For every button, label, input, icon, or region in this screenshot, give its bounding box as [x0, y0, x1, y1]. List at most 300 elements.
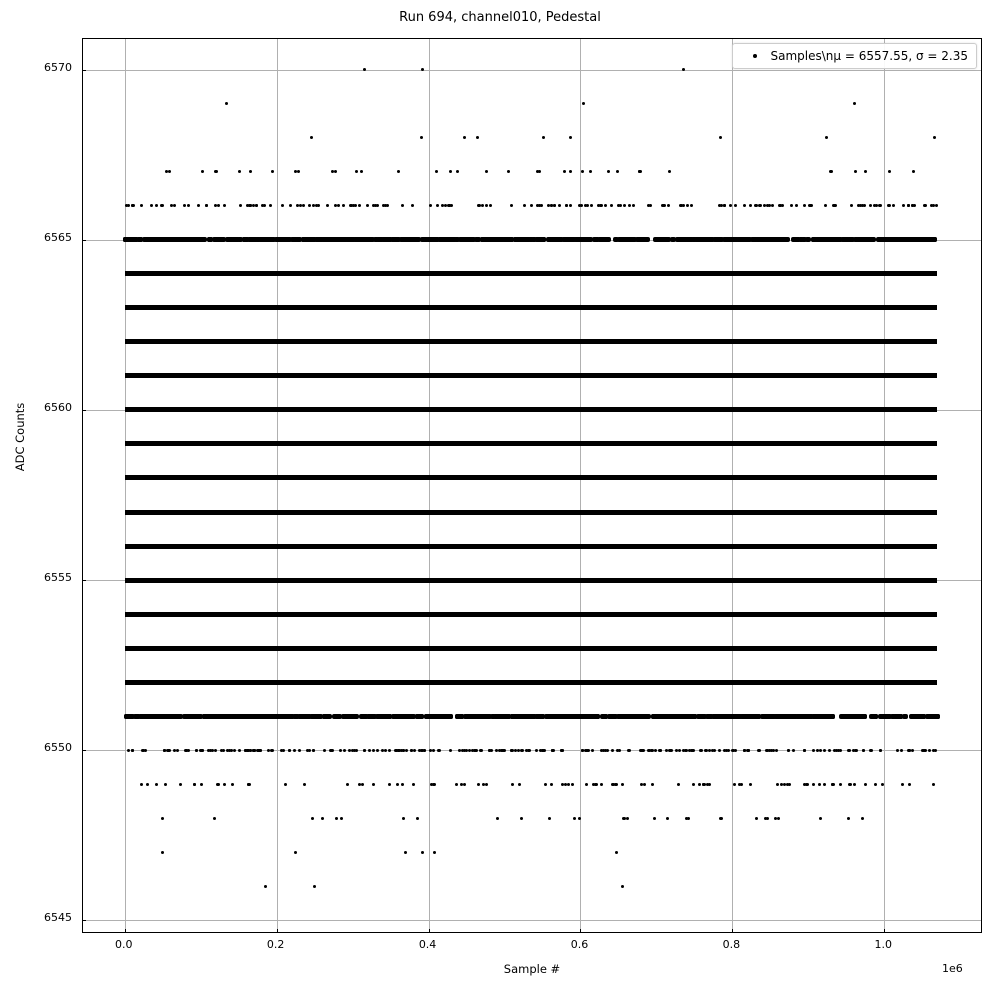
scatter-point: [510, 204, 513, 207]
scatter-point: [176, 749, 179, 752]
scatter-point: [601, 237, 607, 242]
scatter-point: [887, 237, 893, 242]
scatter-point: [358, 204, 361, 207]
scatter-point: [888, 204, 891, 207]
scatter-point: [540, 204, 543, 207]
scatter-point: [455, 783, 458, 786]
scatter-point: [334, 714, 340, 719]
scatter-point: [490, 714, 496, 719]
scatter-point: [933, 136, 936, 139]
scatter-point: [888, 170, 891, 173]
scatter-point: [310, 714, 316, 719]
scatter-point: [284, 783, 287, 786]
x-tick-label: 0.6: [570, 938, 589, 951]
scatter-point: [767, 714, 773, 719]
legend[interactable]: [732, 43, 977, 69]
scatter-point: [146, 783, 149, 786]
scatter-point: [195, 749, 198, 752]
scatter-point: [853, 237, 859, 242]
scatter-point: [758, 749, 761, 752]
scatter-point: [795, 204, 798, 207]
scatter-point: [550, 783, 553, 786]
scatter-point: [848, 714, 854, 719]
scatter-point: [718, 714, 724, 719]
scatter-point: [348, 749, 351, 752]
scatter-point: [507, 170, 510, 173]
scatter-point: [393, 237, 399, 242]
scatter-point: [837, 749, 840, 752]
scatter-point: [569, 136, 572, 139]
scatter-point: [809, 204, 812, 207]
figure: Run 694, channel010, Pedestal Samples\nμ = 6557.55, σ = 2.35 0.0 0.2 0.4 0.6 0.8 1.0 6545 6550 6555 6560 6565 6570 Sample # ADC Counts 1e6: [0, 0, 1000, 1000]
scatter-band: [125, 373, 938, 378]
scatter-point: [185, 749, 188, 752]
scatter-point: [718, 749, 721, 752]
scatter-point: [493, 237, 499, 242]
scatter-point: [514, 749, 517, 752]
scatter-point: [195, 714, 201, 719]
scatter-band: [125, 510, 938, 515]
scatter-point: [388, 783, 391, 786]
scatter-point: [643, 783, 646, 786]
scatter-point: [874, 783, 877, 786]
scatter-point: [384, 749, 387, 752]
scatter-point: [334, 204, 337, 207]
scatter-point: [722, 237, 728, 242]
y-tick: [82, 920, 86, 921]
scatter-point: [455, 714, 461, 719]
scatter-point: [555, 237, 561, 242]
scatter-point: [164, 783, 167, 786]
scatter-point: [548, 817, 551, 820]
scatter-point: [225, 237, 231, 242]
scatter-point: [803, 714, 809, 719]
scatter-point: [654, 749, 657, 752]
scatter-point: [252, 714, 258, 719]
scatter-point: [518, 783, 521, 786]
scatter-point: [824, 714, 830, 719]
scatter-point: [766, 817, 769, 820]
scatter-point: [500, 714, 506, 719]
scatter-point: [879, 749, 882, 752]
scatter-point: [600, 714, 606, 719]
scatter-point: [569, 204, 572, 207]
scatter-point: [168, 170, 171, 173]
scatter-point: [644, 714, 650, 719]
scatter-point: [932, 783, 935, 786]
scatter-point: [336, 237, 342, 242]
scatter-point: [623, 204, 626, 207]
scatter-point: [631, 714, 637, 719]
scatter-point: [792, 749, 795, 752]
scatter-point: [661, 204, 664, 207]
plot-area: [82, 38, 982, 933]
scatter-point: [824, 204, 827, 207]
chart-title: Run 694, channel010, Pedestal: [399, 10, 601, 25]
scatter-point: [282, 749, 285, 752]
y-tick: [82, 580, 86, 581]
scatter-point: [652, 714, 658, 719]
scatter-point: [582, 102, 585, 105]
x-tick-label: 0.0: [115, 938, 133, 951]
scatter-point: [536, 170, 539, 173]
scatter-point: [366, 204, 369, 207]
x-gridline: [277, 39, 278, 932]
scatter-point: [489, 204, 492, 207]
scatter-point: [581, 749, 584, 752]
scatter-point: [854, 170, 857, 173]
scatter-point: [616, 170, 619, 173]
scatter-point: [692, 783, 695, 786]
x-gridline: [732, 39, 733, 932]
scatter-point: [308, 204, 311, 207]
scatter-point: [436, 204, 439, 207]
scatter-point: [376, 204, 379, 207]
scatter-point: [698, 783, 701, 786]
scatter-point: [214, 170, 217, 173]
scatter-band: [125, 612, 938, 617]
scatter-point: [732, 749, 735, 752]
scatter-point: [928, 749, 931, 752]
scatter-point: [298, 749, 301, 752]
scatter-point: [818, 783, 821, 786]
scatter-band: [125, 680, 938, 685]
scatter-point: [285, 237, 291, 242]
scatter-point: [424, 714, 430, 719]
scatter-point: [746, 714, 752, 719]
scatter-point: [667, 204, 670, 207]
x-tick-label: 1.0: [874, 938, 893, 951]
scatter-point: [700, 749, 703, 752]
scatter-point: [511, 749, 514, 752]
scatter-point: [766, 749, 769, 752]
scatter-point: [166, 749, 169, 752]
scatter-point: [924, 749, 927, 752]
scatter-point: [146, 714, 152, 719]
scatter-point: [592, 783, 595, 786]
scatter-point: [786, 783, 789, 786]
scatter-point: [595, 783, 598, 786]
scatter-point: [535, 749, 538, 752]
scatter-point: [412, 783, 415, 786]
scatter-point: [520, 817, 523, 820]
scatter-point: [912, 170, 915, 173]
scatter-point: [625, 237, 631, 242]
scatter-point: [554, 714, 560, 719]
scatter-point: [316, 237, 322, 242]
scatter-point: [933, 714, 939, 719]
scatter-point: [585, 783, 588, 786]
scatter-point: [238, 749, 241, 752]
scatter-point: [341, 714, 347, 719]
scatter-point: [420, 749, 423, 752]
scatter-point: [720, 817, 723, 820]
scatter-point: [682, 749, 685, 752]
scatter-point: [360, 170, 363, 173]
scatter-point: [711, 749, 714, 752]
scatter-point: [404, 851, 407, 854]
scatter-point: [678, 749, 681, 752]
scatter-point: [257, 749, 260, 752]
scatter-point: [892, 204, 895, 207]
scatter-point: [600, 783, 603, 786]
scatter-point: [281, 204, 284, 207]
scatter-point: [771, 204, 774, 207]
scatter-point: [323, 714, 329, 719]
scatter-point: [700, 714, 706, 719]
scatter-point: [449, 170, 452, 173]
scatter-point: [123, 237, 129, 242]
scatter-point: [872, 714, 878, 719]
scatter-point: [352, 714, 358, 719]
scatter-point: [179, 783, 182, 786]
scatter-point: [224, 714, 230, 719]
scatter-point: [310, 136, 313, 139]
scatter-point: [886, 714, 892, 719]
scatter-point: [729, 237, 735, 242]
scatter-point: [334, 170, 337, 173]
scatter-point: [271, 749, 274, 752]
scatter-point: [293, 749, 296, 752]
scatter-point: [659, 237, 665, 242]
scatter-point: [803, 783, 806, 786]
scatter-point: [346, 783, 349, 786]
scatter-point: [372, 749, 375, 752]
scatter-point: [426, 237, 432, 242]
scatter-point: [511, 783, 514, 786]
scatter-point: [803, 204, 806, 207]
scatter-point: [690, 204, 693, 207]
scatter-point: [670, 237, 676, 242]
scatter-point: [777, 817, 780, 820]
scatter-band: [125, 271, 938, 276]
scatter-point: [441, 237, 447, 242]
scatter-point: [223, 783, 226, 786]
scatter-point: [935, 204, 938, 207]
legend-marker-samples: [753, 54, 757, 58]
scatter-point: [896, 749, 899, 752]
scatter-point: [682, 68, 685, 71]
scatter-point: [694, 237, 700, 242]
scatter-point: [187, 204, 190, 207]
scatter-point: [743, 204, 746, 207]
scatter-point: [223, 204, 226, 207]
scatter-point: [200, 783, 203, 786]
scatter-band: [125, 407, 938, 412]
scatter-point: [553, 204, 556, 207]
scatter-point: [870, 237, 876, 242]
scatter-point: [155, 204, 158, 207]
scatter-point: [205, 204, 208, 207]
scatter-point: [912, 714, 918, 719]
scatter-point: [805, 237, 811, 242]
scatter-point: [441, 714, 447, 719]
scatter-point: [183, 204, 186, 207]
scatter-point: [781, 204, 784, 207]
y-tick: [82, 410, 86, 411]
x-tick: [580, 929, 581, 933]
scatter-point: [861, 817, 864, 820]
scatter-point: [677, 783, 680, 786]
scatter-point: [819, 749, 822, 752]
scatter-point: [602, 749, 605, 752]
scatter-point: [580, 204, 583, 207]
scatter-point: [901, 783, 904, 786]
scatter-point: [521, 749, 524, 752]
scatter-point: [668, 170, 671, 173]
scatter-point: [477, 204, 480, 207]
scatter-point: [755, 817, 758, 820]
scatter-point: [610, 204, 613, 207]
scatter-point: [450, 204, 453, 207]
scatter-point: [358, 783, 361, 786]
scatter-point: [368, 714, 374, 719]
scatter-point: [218, 237, 224, 242]
scatter-point: [298, 714, 304, 719]
scatter-point: [269, 204, 272, 207]
scatter-point: [835, 237, 841, 242]
scatter-point: [626, 817, 629, 820]
scatter-point: [421, 851, 424, 854]
scatter-point: [780, 783, 783, 786]
scatter-point: [368, 749, 371, 752]
scatter-point: [525, 714, 531, 719]
scatter-point: [321, 817, 324, 820]
x-axis-label: Sample #: [503, 962, 561, 976]
scatter-point: [775, 749, 778, 752]
scatter-point: [406, 237, 412, 242]
scatter-point: [471, 714, 477, 719]
scatter-point: [475, 749, 478, 752]
scatter-point: [848, 783, 851, 786]
scatter-point: [134, 714, 140, 719]
x-gridline: [125, 39, 126, 932]
scatter-point: [289, 204, 292, 207]
scatter-point: [415, 714, 421, 719]
scatter-point: [777, 714, 783, 719]
scatter-point: [819, 817, 822, 820]
scatter-point: [433, 851, 436, 854]
scatter-point: [523, 204, 526, 207]
scatter-point: [247, 783, 250, 786]
scatter-point: [640, 783, 643, 786]
scatter-point: [239, 204, 242, 207]
scatter-point: [465, 749, 468, 752]
x-tick-label: 0.2: [266, 938, 285, 951]
x-tick: [277, 929, 278, 933]
scatter-point: [767, 237, 773, 242]
scatter-point: [340, 817, 343, 820]
scatter-point: [735, 714, 741, 719]
scatter-point: [649, 204, 652, 207]
scatter-point: [449, 749, 452, 752]
scatter-point: [226, 749, 229, 752]
scatter-point: [485, 204, 488, 207]
legend-label-samples: Samples\nμ = 6557.55, σ = 2.35: [770, 49, 968, 63]
y-gridline: [83, 70, 981, 71]
scatter-point: [337, 204, 340, 207]
scatter-point: [271, 170, 274, 173]
scatter-point: [869, 204, 872, 207]
scatter-point: [575, 714, 581, 719]
scatter-point: [411, 204, 414, 207]
scatter-point: [238, 170, 241, 173]
scatter-point: [401, 783, 404, 786]
scatter-point: [372, 783, 375, 786]
scatter-point: [161, 204, 164, 207]
scatter-point: [921, 749, 924, 752]
scatter-point: [751, 237, 757, 242]
scatter-point: [127, 714, 133, 719]
scatter-point: [600, 204, 603, 207]
scatter-point: [302, 204, 305, 207]
scatter-point: [650, 749, 653, 752]
scatter-point: [225, 102, 228, 105]
scatter-point: [589, 170, 592, 173]
scatter-point: [477, 783, 480, 786]
scatter-point: [547, 714, 553, 719]
scatter-point: [397, 170, 400, 173]
scatter-point: [588, 714, 594, 719]
scatter-point: [280, 714, 286, 719]
scatter-point: [432, 749, 435, 752]
scatter-point: [647, 204, 650, 207]
scatter-point: [628, 749, 631, 752]
scatter-point: [823, 783, 826, 786]
scatter-point: [288, 714, 294, 719]
scatter-point: [707, 714, 713, 719]
scatter-point: [214, 749, 217, 752]
scatter-point: [659, 714, 665, 719]
scatter-point: [231, 783, 234, 786]
scatter-point: [500, 749, 503, 752]
scatter-point: [612, 783, 615, 786]
scatter-point: [150, 204, 153, 207]
scatter-point: [594, 237, 600, 242]
scatter-point: [291, 237, 297, 242]
scatter-point: [828, 749, 831, 752]
scatter-point: [670, 714, 676, 719]
y-tick: [82, 70, 86, 71]
scatter-point: [733, 783, 736, 786]
scatter-point: [742, 237, 748, 242]
scatter-point: [183, 714, 189, 719]
scatter-point: [563, 170, 566, 173]
scatter-point: [583, 237, 589, 242]
scatter-point: [542, 136, 545, 139]
y-gridline: [83, 920, 981, 921]
scatter-point: [653, 817, 656, 820]
scatter-point: [420, 136, 423, 139]
scatter-point: [853, 783, 856, 786]
scatter-point: [861, 714, 867, 719]
scatter-point: [127, 749, 130, 752]
scatter-point: [456, 170, 459, 173]
scatter-point: [170, 204, 173, 207]
scatter-point: [563, 714, 569, 719]
scatter-point: [476, 136, 479, 139]
scatter-band: [125, 305, 938, 310]
scatter-point: [294, 851, 297, 854]
scatter-point: [416, 817, 419, 820]
scatter-point: [628, 204, 631, 207]
scatter-point: [481, 204, 484, 207]
scatter-point: [675, 749, 678, 752]
scatter-point: [686, 204, 689, 207]
scatter-point: [197, 204, 200, 207]
scatter-point: [212, 714, 218, 719]
scatter-point: [928, 237, 934, 242]
